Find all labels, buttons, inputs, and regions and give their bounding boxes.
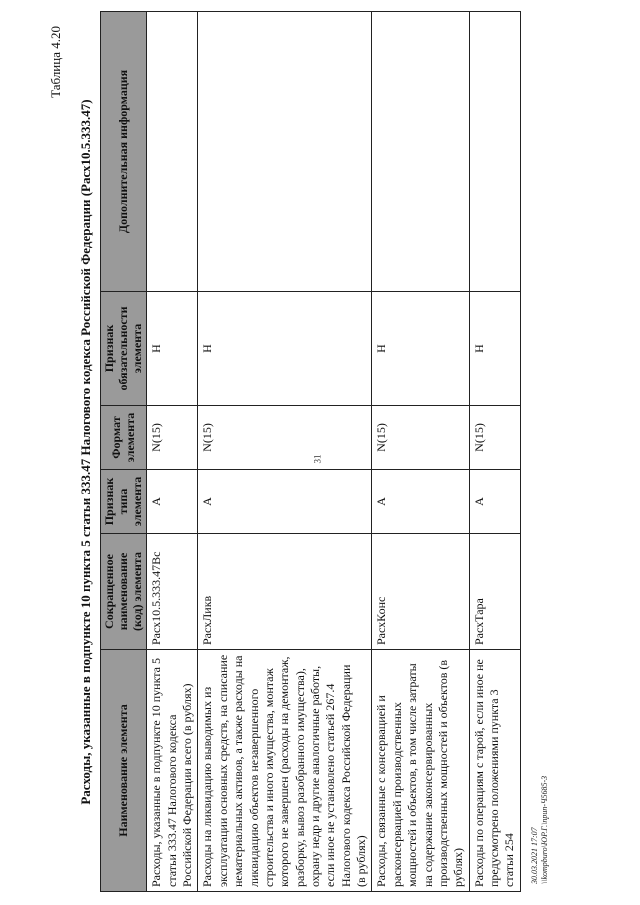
element-name-cell: Расходы, связанные с консервацией и расконсервацией производственных мощностей и объектов, в том числе затраты на содержание законсервированных производственных мощностей и объектов (в рублях) bbox=[372, 650, 469, 892]
elements-table bbox=[100, 11, 521, 892]
element-code-cell: РасхТара bbox=[469, 534, 520, 650]
column-header: Признак обязательности элемента bbox=[101, 292, 147, 406]
table-row bbox=[198, 12, 372, 892]
element-type-cell: А bbox=[469, 470, 520, 534]
element-info-cell bbox=[372, 12, 469, 292]
column-header: Наименование элемента bbox=[101, 650, 147, 892]
element-format-cell: N(15) bbox=[198, 406, 372, 470]
page-number: 31 bbox=[312, 454, 323, 464]
element-code-cell: РасхКонс bbox=[372, 534, 469, 650]
rotated-content bbox=[42, 12, 582, 892]
element-required-cell: Н bbox=[372, 292, 469, 406]
table-row bbox=[469, 12, 520, 892]
column-header: Формат элемента bbox=[101, 406, 147, 470]
element-name-cell: Расходы на ликвидацию выводимых из эксплуатации основных средств, на списание нематериальных активов, а также расходы на ликвидацию объектов незавершенного строительства и иного имущества, монтаж которого не завершен (расходы на демонтаж, разборку, вывоз разобранного имущества), охрану недр и другие аналогичные работы, если иное не установлено статьей 267.4 Налогового кодекса Российской Федерации (в рублях) bbox=[198, 650, 372, 892]
table-header-row bbox=[101, 12, 147, 892]
element-type-cell: А bbox=[147, 470, 198, 534]
element-name-cell: Расходы, указанные в подпункте 10 пункта 5 статьи 333.47 Налогового кодекса Российской Федерации всего (в рублях) bbox=[147, 650, 198, 892]
column-header: Сокращенное наименование (код) элемента bbox=[101, 534, 147, 650]
stamp-date: 30.03.2021 17:07 bbox=[530, 827, 539, 884]
element-code-cell: Расх10.5.333.47Вс bbox=[147, 534, 198, 650]
element-info-cell bbox=[469, 12, 520, 292]
element-format-cell: N(15) bbox=[147, 406, 198, 470]
element-code-cell: РасхЛикв bbox=[198, 534, 372, 650]
document-title: Расходы, указанные в подпункте 10 пункта 5 статьи 333.47 Налогового кодекса Российской Федерации (Расх10.5.333.47) bbox=[78, 99, 93, 805]
stamp-path: \\kompburo\ЮР.Г.\npun-Ч5685-3 bbox=[539, 775, 549, 884]
element-required-cell: Н bbox=[469, 292, 520, 406]
element-type-cell: А bbox=[372, 470, 469, 534]
table-row bbox=[147, 12, 198, 892]
table-row bbox=[372, 12, 469, 892]
print-stamp bbox=[530, 776, 549, 884]
element-required-cell: Н bbox=[147, 292, 198, 406]
element-info-cell bbox=[198, 12, 372, 292]
element-format-cell: N(15) bbox=[372, 406, 469, 470]
column-header: Признак типа элемента bbox=[101, 470, 147, 534]
element-info-cell bbox=[147, 12, 198, 292]
element-name-cell: Расходы по операциям с тарой, если иное не предусмотрено положениями пункта 3 статьи 254 bbox=[469, 650, 520, 892]
column-header: Дополнительная информация bbox=[101, 12, 147, 292]
element-format-cell: N(15) bbox=[469, 406, 520, 470]
table-number: Таблица 4.20 bbox=[48, 26, 63, 98]
element-type-cell: А bbox=[198, 470, 372, 534]
element-required-cell: Н bbox=[198, 292, 372, 406]
